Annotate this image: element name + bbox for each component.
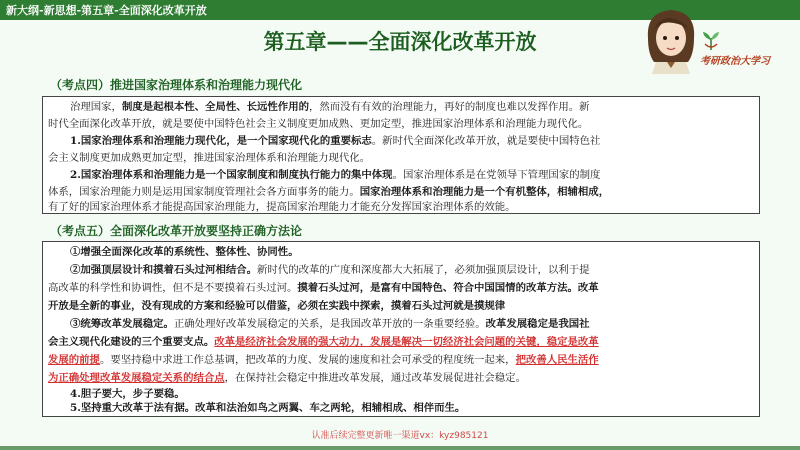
- paragraph-line: 1.国家治理体系和治理能力现代化，是一个国家现代化的重要标志。新时代全面深化改革开放，就是要使中国特色社: [70, 135, 601, 147]
- paragraph-line: 开放是全新的事业，没有现成的方案和经验可以借鉴，必须在实践中探索，摸着石头过河就是摸规律: [48, 300, 506, 312]
- paragraph-line: 高改革的科学性和协调性，但不是不要摸着石头过河。摸着石头过河，是富有中国特色、符合中国国情的改革方法。改革: [48, 282, 599, 294]
- brand-logo: [690, 30, 798, 70]
- paragraph-line: 有了好的国家治理体系才能提高国家治理能力，提高国家治理能力才能充分发挥国家治理体系的效能。: [48, 201, 516, 213]
- paragraph-line: 2.国家治理体系和治理能力是一个国家制度和制度执行能力的集中体现。国家治理体系是在党领导下管理国家的制度: [70, 169, 601, 181]
- paragraph-line: ①增强全面深化改革的系统性、整体性、协同性。: [70, 246, 299, 258]
- paragraph-line: 5.坚持重大改革于法有据。改革和法治如鸟之两翼、车之两轮，相辅相成、相伴而生。: [70, 402, 466, 414]
- paragraph-line: 会主义现代化建设的三个重要支点。改革是经济社会发展的强大动力，发展是解决一切经济社会问题的关键，稳定是改革: [48, 336, 599, 348]
- paragraph-line: 治理国家，制度是起根本性、全局性、长远性作用的，然而没有有效的治理能力，再好的制度也难以发挥作用。新: [70, 101, 590, 113]
- paragraph-line: ③统筹改革发展稳定。正确处理好改革发展稳定的关系，是我国改革开放的一条重要经验。改革发展稳定是我国社: [70, 318, 590, 330]
- paragraph-line: 体系，国家治理能力则是运用国家制度管理社会各方面事务的能力。国家治理体系和治理能力是一个有机整体，相辅相成，: [48, 186, 610, 198]
- section-heading-4: （考点四）推进国家治理体系和治理能力现代化: [50, 78, 303, 92]
- paragraph-line: ②加强顶层设计和摸着石头过河相结合。新时代的改革的广度和深度都大大拓展了，必须加强顶层设计，以利于提: [70, 264, 590, 276]
- paragraph-line: 会主义制度更加成熟更加定型，推进国家治理体系和治理能力现代化。: [48, 152, 371, 164]
- content-box-5: [42, 241, 760, 417]
- bottom-bar: [0, 446, 800, 450]
- paragraph-line: 为正确处理改革发展稳定关系的结合点，在保持社会稳定中推进改革发展，通过改革发展促进社会稳定。: [48, 372, 526, 384]
- breadcrumb: 新大纲-新思想-第五章-全面深化改革开放: [6, 4, 207, 17]
- paragraph-line: 时代全面深化改革开放，就是要使中国特色社会主义制度更加成熟、更加定型，推进国家治理体系和治理能力现代化。: [48, 118, 589, 130]
- leaf-icon: [700, 30, 722, 52]
- paragraph-line: 4.胆子要大，步子要稳。: [70, 388, 185, 400]
- section-heading-5: （考点五）全面深化改革开放要坚持正确方法论: [50, 224, 303, 238]
- chapter-title: 第五章——全面深化改革开放: [263, 30, 537, 54]
- footer-note: 认准后续完整更新唯一渠道vx：kyz985121: [311, 431, 489, 441]
- paragraph-line: 发展的前提。要坚持稳中求进工作总基调，把改革的力度、发展的速度和社会可承受的程度统一起来，把改善人民生活作: [48, 354, 599, 366]
- content-box-4: [42, 96, 760, 214]
- brand-text: 考研政治大学习: [700, 56, 770, 67]
